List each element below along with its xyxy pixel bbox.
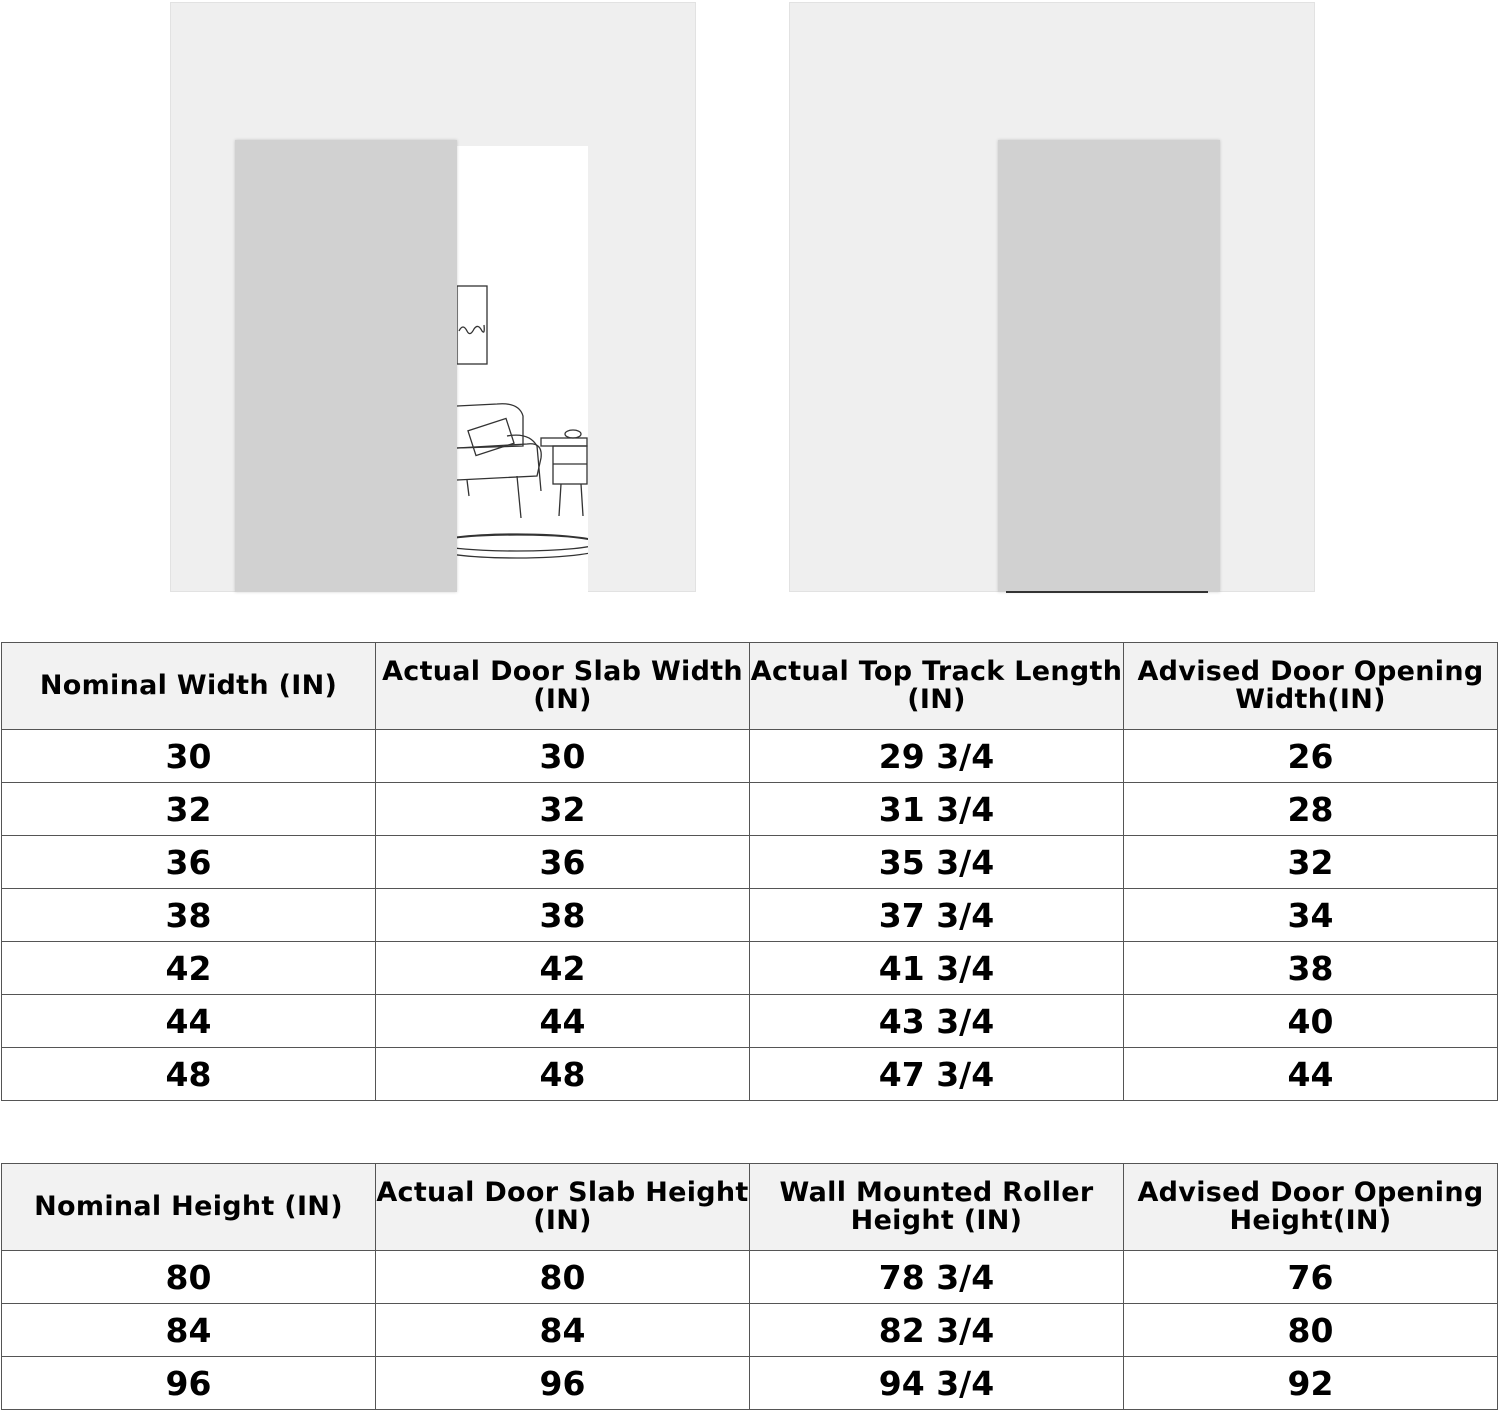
table-cell: 35 3/4	[750, 836, 1124, 889]
table-cell: 38	[1124, 942, 1498, 995]
table-cell: 28	[1124, 783, 1498, 836]
table-cell: 44	[376, 995, 750, 1048]
door-slab	[998, 140, 1220, 592]
width-spec-table	[1, 642, 1498, 1101]
table-cell: 29 3/4	[750, 730, 1124, 783]
table-cell: 94 3/4	[750, 1357, 1124, 1410]
door-open-illustration	[170, 2, 696, 592]
table-cell: 42	[376, 942, 750, 995]
header-advised-opening-height: Advised Door Opening Height(IN)	[1124, 1164, 1498, 1251]
height-spec-table	[1, 1163, 1498, 1410]
table-row	[2, 1048, 1498, 1101]
header-advised-opening-width: Advised Door Opening Width(IN)	[1124, 643, 1498, 730]
table-cell: 36	[376, 836, 750, 889]
table-cell: 43 3/4	[750, 995, 1124, 1048]
table-row	[2, 836, 1498, 889]
table-row	[2, 995, 1498, 1048]
table-cell: 30	[2, 730, 376, 783]
table-cell: 44	[1124, 1048, 1498, 1101]
table-cell: 26	[1124, 730, 1498, 783]
header-actual-slab-width: Actual Door Slab Width (IN)	[376, 643, 750, 730]
door-opening	[457, 146, 588, 592]
table-row	[2, 730, 1498, 783]
table-row	[2, 783, 1498, 836]
header-nominal-width: Nominal Width (IN)	[2, 643, 376, 730]
table-row	[2, 889, 1498, 942]
table-row	[2, 942, 1498, 995]
table-cell: 34	[1124, 889, 1498, 942]
table-cell: 32	[376, 783, 750, 836]
door-closed-illustration	[789, 2, 1315, 592]
table-cell: 78 3/4	[750, 1251, 1124, 1304]
table-cell: 84	[2, 1304, 376, 1357]
table-cell: 38	[2, 889, 376, 942]
table-cell: 82 3/4	[750, 1304, 1124, 1357]
table-cell: 76	[1124, 1251, 1498, 1304]
door-slab	[235, 140, 457, 592]
table-row	[2, 1304, 1498, 1357]
table-cell: 47 3/4	[750, 1048, 1124, 1101]
table-cell: 32	[1124, 836, 1498, 889]
header-actual-slab-height: Actual Door Slab Height (IN)	[376, 1164, 750, 1251]
table-header-row	[2, 643, 1498, 730]
table-cell: 42	[2, 942, 376, 995]
table-cell: 80	[2, 1251, 376, 1304]
table-cell: 48	[2, 1048, 376, 1101]
living-room-icon	[457, 146, 588, 592]
table-cell: 31 3/4	[750, 783, 1124, 836]
table-row	[2, 1251, 1498, 1304]
table-cell: 41 3/4	[750, 942, 1124, 995]
table-cell: 96	[2, 1357, 376, 1410]
table-cell: 32	[2, 783, 376, 836]
table-cell: 92	[1124, 1357, 1498, 1410]
table-cell: 44	[2, 995, 376, 1048]
table-cell: 37 3/4	[750, 889, 1124, 942]
door-bottom-track	[1006, 591, 1208, 593]
header-nominal-height: Nominal Height (IN)	[2, 1164, 376, 1251]
table-cell: 84	[376, 1304, 750, 1357]
table-cell: 36	[2, 836, 376, 889]
table-cell: 80	[376, 1251, 750, 1304]
table-row	[2, 1357, 1498, 1410]
table-cell: 96	[376, 1357, 750, 1410]
table-cell: 48	[376, 1048, 750, 1101]
table-cell: 38	[376, 889, 750, 942]
header-top-track-length: Actual Top Track Length (IN)	[750, 643, 1124, 730]
table-header-row	[2, 1164, 1498, 1251]
table-cell: 80	[1124, 1304, 1498, 1357]
table-cell: 40	[1124, 995, 1498, 1048]
header-roller-height: Wall Mounted Roller Height (IN)	[750, 1164, 1124, 1251]
table-cell: 30	[376, 730, 750, 783]
